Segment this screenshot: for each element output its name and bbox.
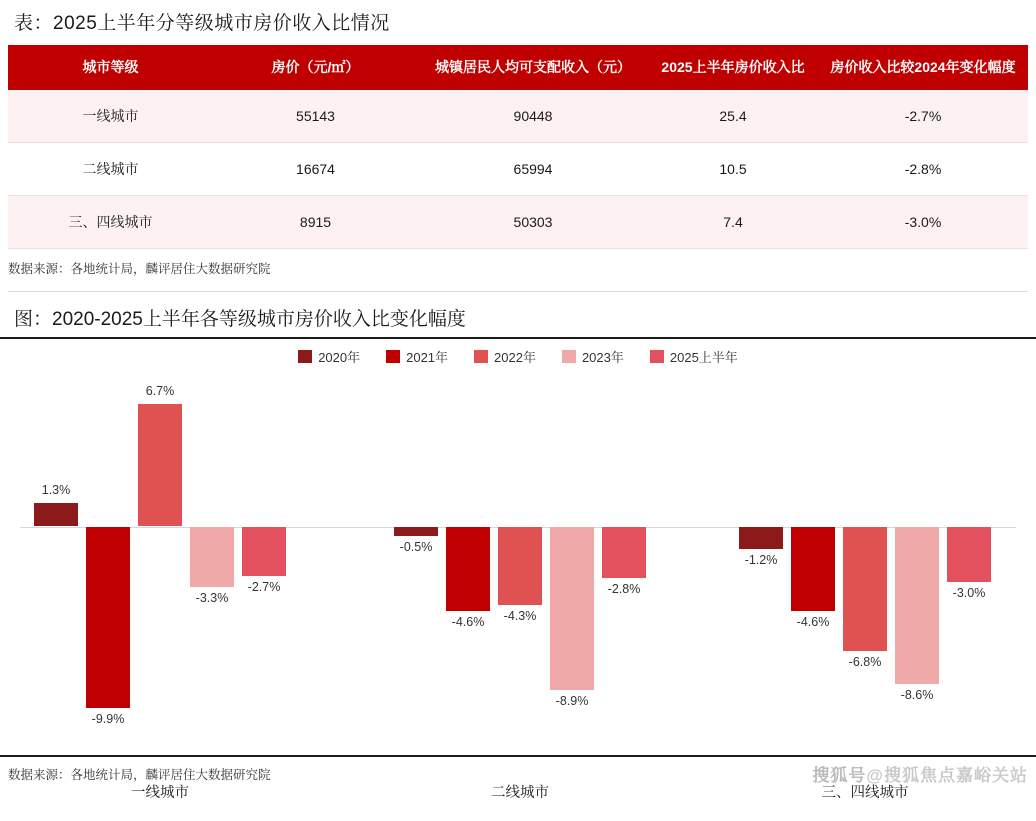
chart-bar xyxy=(843,527,887,652)
chart-bar xyxy=(394,527,438,536)
bar-value-label: -4.6% xyxy=(451,614,485,629)
legend-label: 2021年 xyxy=(406,350,449,365)
table-title-text: 2025上半年分等级城市房价收入比情况 xyxy=(53,13,390,34)
chart-title-prefix: 图： xyxy=(14,309,53,330)
price-income-ratio-table xyxy=(8,45,1028,249)
chart-title xyxy=(0,292,1036,337)
table-cell: 7.4 xyxy=(648,196,818,249)
category-label: 二线城市 xyxy=(491,785,549,801)
bar-value-label: -3.3% xyxy=(195,591,229,605)
chart-bar xyxy=(739,527,783,549)
table-cell: -2.8% xyxy=(818,143,1028,196)
table-cell: -3.0% xyxy=(818,196,1028,249)
bar-value-label: -0.5% xyxy=(399,539,433,554)
bar-value-label: -9.9% xyxy=(91,712,125,726)
legend-label: 2025上半年 xyxy=(669,350,738,365)
legend-swatch xyxy=(474,350,488,363)
chart-bar xyxy=(446,527,490,611)
chart-bar xyxy=(138,404,182,527)
table-cell: 二线城市 xyxy=(8,143,213,196)
bar-value-label: -4.6% xyxy=(796,614,830,629)
bar-value-label: -8.9% xyxy=(555,693,589,708)
table-cell: 8915 xyxy=(213,196,418,249)
table-cell: 10.5 xyxy=(648,143,818,196)
chart-bar xyxy=(550,527,594,690)
table-cell: 55143 xyxy=(213,90,418,143)
table-header-cell: 房价收入比较2024年变化幅度 xyxy=(818,45,1028,90)
table-cell: 50303 xyxy=(418,196,648,249)
category-label: 三、四线城市 xyxy=(821,785,909,801)
table-cell: 65994 xyxy=(418,143,648,196)
table-header-cell: 房价（元/㎡） xyxy=(213,45,418,90)
table-header-row xyxy=(8,45,1028,90)
watermark xyxy=(812,761,1028,786)
table-title xyxy=(0,0,1036,45)
chart-legend xyxy=(0,347,1036,366)
table-row xyxy=(8,90,1028,143)
legend-item[interactable] xyxy=(298,347,360,366)
chart-source-note: 数据来源：各地统计局，麟评居住大数据研究院 xyxy=(8,768,271,782)
chart-bar xyxy=(86,527,130,709)
bar-value-label: -2.7% xyxy=(247,580,281,594)
table-cell: 三、四线城市 xyxy=(8,196,213,249)
table-header-cell: 2025上半年房价收入比 xyxy=(648,45,818,90)
bar-value-label: -4.3% xyxy=(503,609,537,624)
legend-label: 2022年 xyxy=(494,350,536,365)
table-cell: 25.4 xyxy=(648,90,818,143)
table-cell: 16674 xyxy=(213,143,418,196)
legend-swatch xyxy=(650,350,664,363)
bar-value-label: -8.6% xyxy=(900,688,934,703)
category-label: 一线城市 xyxy=(131,785,189,801)
chart-bar xyxy=(947,527,991,582)
bar-value-label: 6.7% xyxy=(145,383,175,398)
chart-bar xyxy=(895,527,939,685)
table-header-cell: 城镇居民人均可支配收入（元） xyxy=(418,45,648,90)
legend-swatch xyxy=(386,350,400,363)
chart-bar xyxy=(242,527,286,577)
chart-bar xyxy=(498,527,542,606)
chart-bar xyxy=(34,503,78,527)
bar-chart xyxy=(0,337,1036,801)
bar-value-label: -6.8% xyxy=(848,655,882,670)
bar-value-label: -3.0% xyxy=(952,585,986,600)
table-source-note: 数据来源：各地统计局，麟评居住大数据研究院 xyxy=(8,262,271,276)
legend-item[interactable] xyxy=(562,347,624,366)
watermark-text: @搜狐焦点嘉峪关站 xyxy=(866,766,1028,785)
chart-top-rule xyxy=(0,337,1036,339)
legend-item[interactable] xyxy=(650,347,738,366)
legend-label: 2020年 xyxy=(318,350,361,365)
table-row xyxy=(8,196,1028,249)
table-cell: 90448 xyxy=(418,90,648,143)
legend-item[interactable] xyxy=(474,347,536,366)
legend-swatch xyxy=(562,350,576,363)
chart-bar xyxy=(602,527,646,578)
table-header-cell: 城市等级 xyxy=(8,45,213,90)
chart-bottom-rule xyxy=(0,755,1036,757)
chart-title-text: 2020-2025上半年各等级城市房价收入比变化幅度 xyxy=(52,309,466,330)
bar-value-label: 1.3% xyxy=(41,482,71,497)
legend-item[interactable] xyxy=(386,347,448,366)
chart-bar xyxy=(190,527,234,588)
legend-swatch xyxy=(298,350,312,363)
bar-value-label: -2.8% xyxy=(607,581,641,596)
table-cell: 一线城市 xyxy=(8,90,213,143)
watermark-prefix: 搜狐号 xyxy=(812,766,867,785)
table-row xyxy=(8,143,1028,196)
chart-bar xyxy=(791,527,835,611)
legend-label: 2023年 xyxy=(581,350,624,365)
table-title-prefix: 表： xyxy=(14,13,54,34)
table-cell: -2.7% xyxy=(818,90,1028,143)
bar-value-label: -1.2% xyxy=(744,552,778,567)
